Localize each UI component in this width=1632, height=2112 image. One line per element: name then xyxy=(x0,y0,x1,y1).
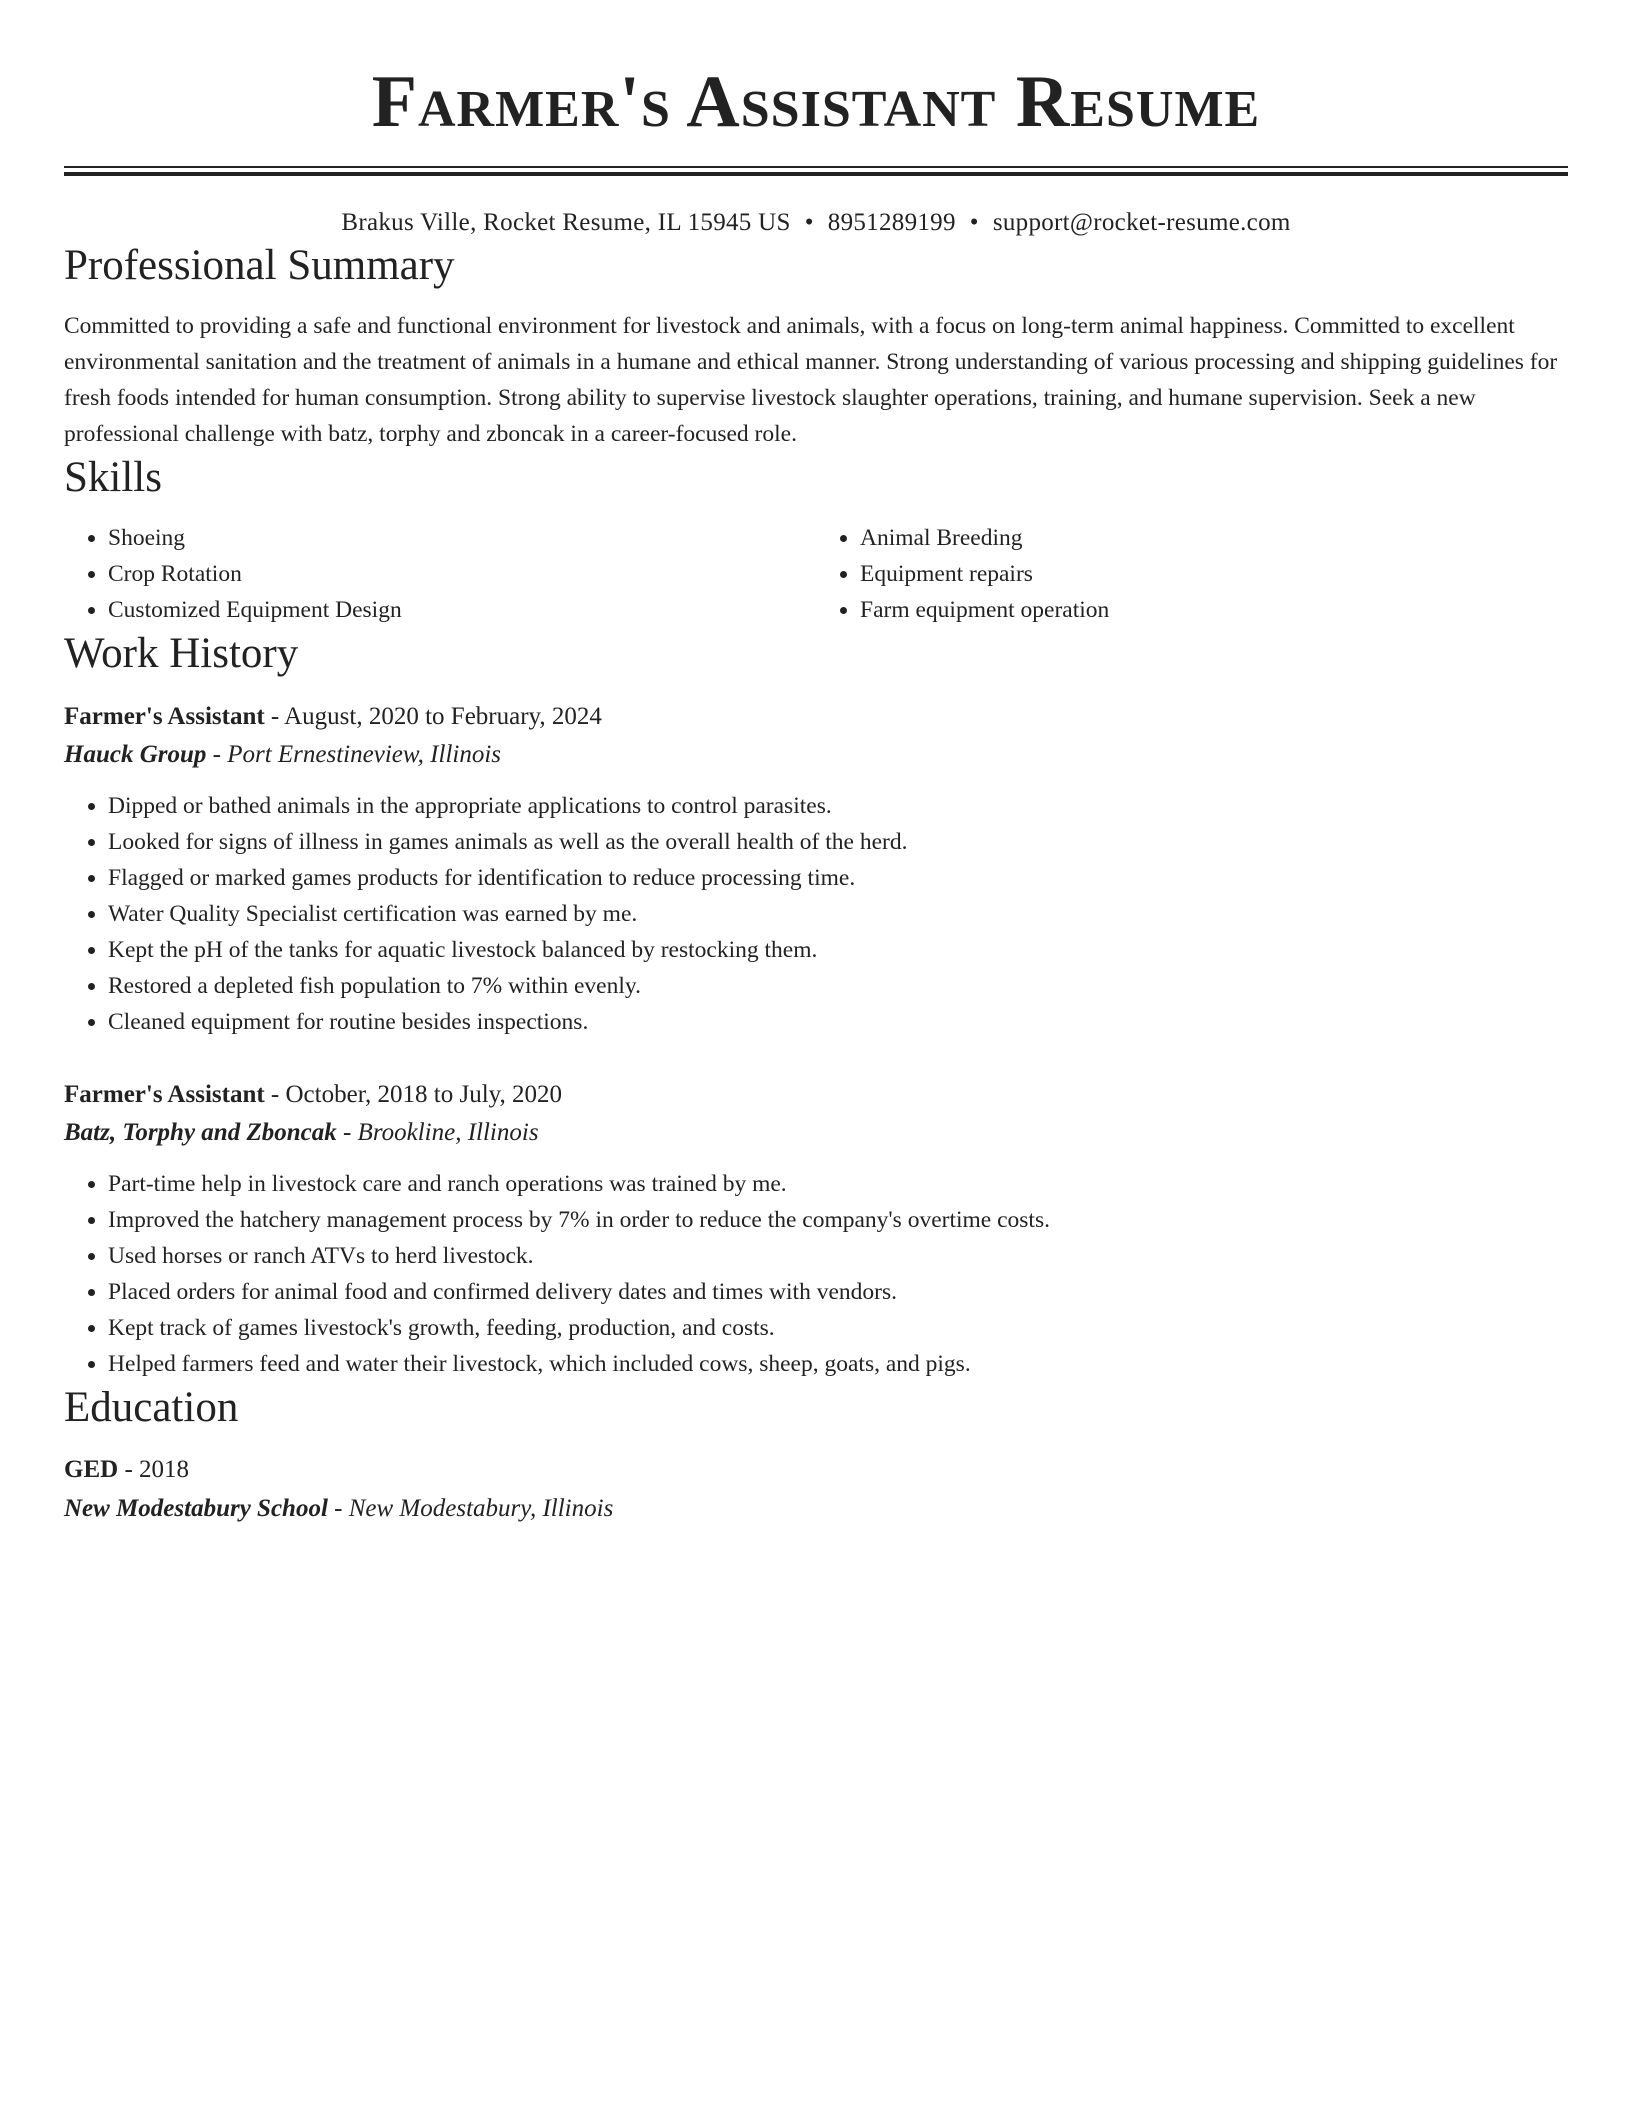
job-dates: - October, 2018 to July, 2020 xyxy=(264,1081,563,1108)
school-line xyxy=(64,1490,1568,1528)
skill-item: • Crop Rotation xyxy=(108,556,816,592)
education-entry xyxy=(64,1450,1568,1528)
contact-phone: 8951289199 xyxy=(827,209,956,236)
job-title-line xyxy=(64,1076,1568,1114)
job-duty: • Dipped or bathed animals in the appropriate applications to control parasites. xyxy=(108,788,1568,824)
job-duty: • Looked for signs of illness in games animals as well as the overall health of the herd. xyxy=(108,824,1568,860)
contact-separator: • xyxy=(969,209,979,236)
job-company-line xyxy=(64,736,1568,774)
summary-text: Committed to providing a safe and functional environment for livestock and animals, with a focus on long-term animal happiness. Committed to excellent environmental sanitation and the treatment of animals in a humane and ethical manner. Strong understanding of various processing and shipping guidelines for fresh foods intended for human consumption. Strong ability to supervise livestock slaughter operations, training, and humane supervision. Seek a new professional challenge with batz, torphy and zboncak in a career-focused role. xyxy=(64,313,1558,447)
job-duty: • Flagged or marked games products for identification to reduce processing time. xyxy=(108,860,1568,896)
job-title: Farmer's Assistant xyxy=(64,1081,265,1108)
school-location: - New Modestabury, Illinois xyxy=(327,1495,614,1522)
degree: GED xyxy=(64,1456,119,1483)
work-history-heading: Work History xyxy=(64,630,299,677)
job-duty: • Helped farmers feed and water their livestock, which included cows, sheep, goats, and pigs. xyxy=(108,1346,1568,1382)
contact-line xyxy=(64,206,1568,240)
job-location: - Brookline, Illinois xyxy=(336,1119,539,1146)
skill-item: • Animal Breeding xyxy=(860,520,1568,556)
skill-item: • Customized Equipment Design xyxy=(108,592,816,628)
graduation-year: - 2018 xyxy=(118,1456,190,1483)
skill-item: • Equipment repairs xyxy=(860,556,1568,592)
school-name: New Modestabury School xyxy=(64,1495,328,1522)
job-duty: • Restored a depleted fish population to 7% within evenly. xyxy=(108,968,1568,1004)
skill-item: • Shoeing xyxy=(108,520,816,556)
job-duty: • Improved the hatchery management process by 7% in order to reduce the company's overtime costs. xyxy=(108,1202,1568,1238)
skills-heading: Skills xyxy=(64,454,162,501)
job-dates: - August, 2020 to February, 2024 xyxy=(264,703,602,730)
job-company: Batz, Torphy and Zboncak xyxy=(64,1119,337,1146)
job-duties-list xyxy=(64,1166,1568,1382)
job-entry xyxy=(64,698,1568,1040)
job-duty: • Used horses or ranch ATVs to herd livestock. xyxy=(108,1238,1568,1274)
skills-list xyxy=(64,520,1568,628)
skill-item: • Farm equipment operation xyxy=(860,592,1568,628)
job-title-line xyxy=(64,698,1568,736)
summary-heading: Professional Summary xyxy=(64,242,455,289)
resume-title: Farmer's Assistant Resume xyxy=(371,61,1261,143)
job-duty: • Water Quality Specialist certification was earned by me. xyxy=(108,896,1568,932)
job-duties-list xyxy=(64,788,1568,1040)
job-title: Farmer's Assistant xyxy=(64,703,265,730)
skills-column-left xyxy=(64,520,816,628)
job-entry xyxy=(64,1076,1568,1382)
job-duty: • Placed orders for animal food and confirmed delivery dates and times with vendors. xyxy=(108,1274,1568,1310)
education-heading: Education xyxy=(64,1384,239,1431)
job-duty: • Cleaned equipment for routine besides inspections. xyxy=(108,1004,1568,1040)
job-duty: • Kept track of games livestock's growth, feeding, production, and costs. xyxy=(108,1310,1568,1346)
title-divider xyxy=(64,166,1568,176)
job-duty: • Part-time help in livestock care and ranch operations was trained by me. xyxy=(108,1166,1568,1202)
contact-email: support@rocket-resume.com xyxy=(992,209,1291,236)
contact-address: Brakus Ville, Rocket Resume, IL 15945 US xyxy=(341,209,791,236)
job-duty: • Kept the pH of the tanks for aquatic livestock balanced by restocking them. xyxy=(108,932,1568,968)
job-company-line xyxy=(64,1114,1568,1152)
job-location: - Port Ernestineview, Illinois xyxy=(206,741,502,768)
job-company: Hauck Group xyxy=(64,741,207,768)
contact-separator: • xyxy=(804,209,814,236)
degree-line xyxy=(64,1450,1568,1490)
skills-column-right xyxy=(816,520,1568,628)
